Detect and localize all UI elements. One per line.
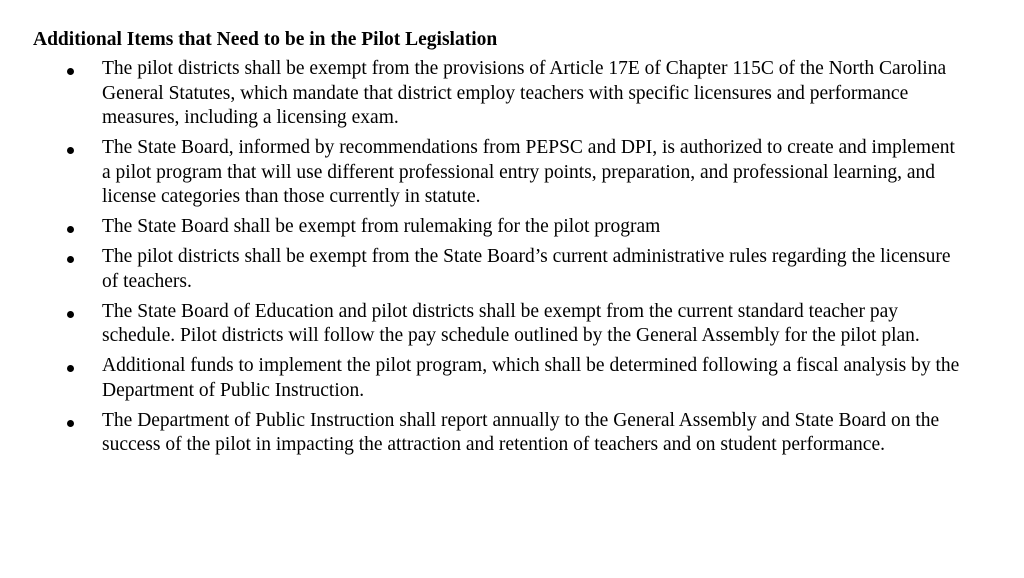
list-item [0, 409, 962, 458]
bullet-icon [67, 226, 74, 233]
list-item [0, 354, 962, 403]
list-item-text: Additional funds to implement the pilot program, which shall be determined following a fiscal analysis by the Department of Public Instruction. [102, 355, 960, 401]
list-item [0, 215, 962, 240]
list-item [0, 57, 962, 131]
bullet-icon [67, 420, 74, 427]
list-item-text: The State Board shall be exempt from rulemaking for the pilot program [102, 216, 661, 237]
list-item-text: The pilot districts shall be exempt from the State Board’s current administrative rules regarding the licensure of teachers. [102, 246, 951, 292]
bullet-list [0, 57, 1024, 463]
list-item [0, 300, 962, 349]
list-item-text: The Department of Public Instruction shall report annually to the General Assembly and State Board on the success of the pilot in impacting the attraction and retention of teachers and on student performance. [102, 409, 940, 455]
list-item-text: The State Board, informed by recommendations from PEPSC and DPI, is authorized to create and implement a pilot program that will use different professional entry points, preparation, and professional learning, and license categories than those currently in statute. [102, 137, 955, 207]
list-item [0, 245, 962, 294]
bullet-icon [67, 68, 74, 75]
bullet-icon [67, 365, 74, 372]
list-item [0, 136, 962, 210]
list-item-text: The State Board of Education and pilot districts shall be exempt from the current standard teacher pay schedule. Pilot districts will follow the pay schedule outlined by the General Assembly for the pilot plan. [102, 300, 920, 346]
bullet-icon [67, 147, 74, 154]
section-heading: Additional Items that Need to be in the Pilot Legislation [33, 29, 498, 50]
list-item-text: The pilot districts shall be exempt from the provisions of Article 17E of Chapter 115C of the North Carolina General Statutes, which mandate that district employ teachers with specific licensures and performance measures, including a licensing exam. [102, 58, 947, 128]
bullet-icon [67, 311, 74, 318]
bullet-icon [67, 256, 74, 263]
